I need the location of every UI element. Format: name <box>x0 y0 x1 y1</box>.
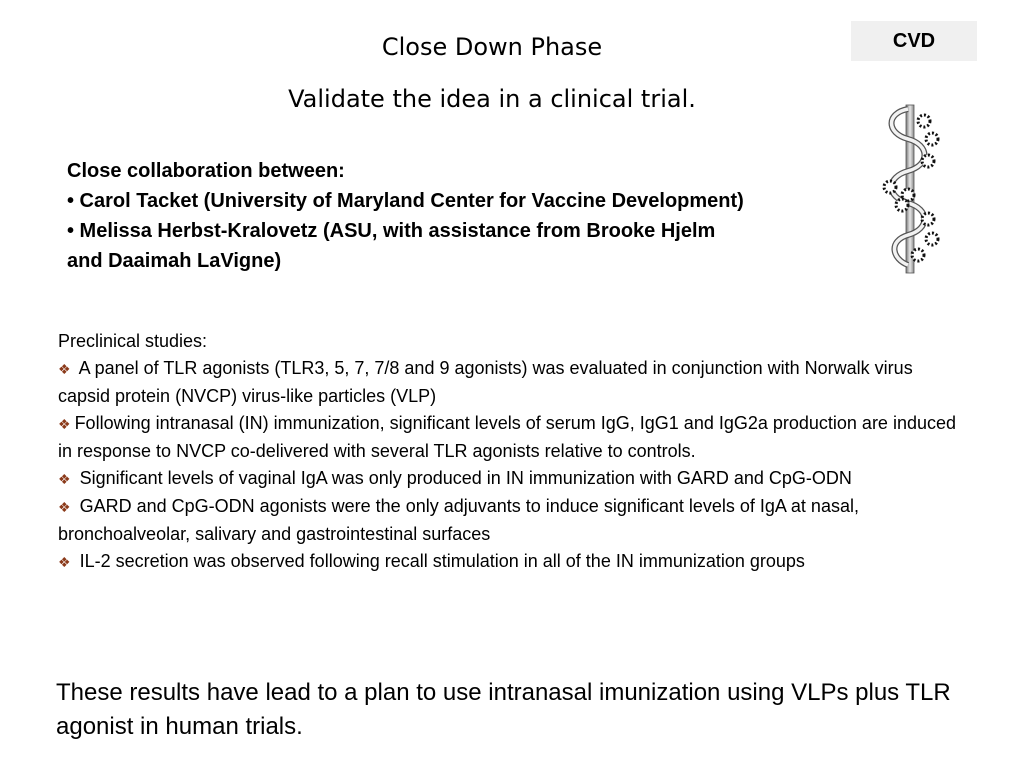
diamond-bullet-icon: ❖ <box>58 361 71 377</box>
diamond-bullet-icon: ❖ <box>58 416 71 432</box>
preclinical-item: ❖ Following intranasal (IN) immunization, significant levels of serum IgG, IgG1 and IgG2a production are induced in response to NVCP co-delivered with several TLR agonists relative to controls. <box>58 413 956 461</box>
slide-title: Close Down Phase <box>381 33 603 61</box>
collaboration-section <box>67 156 747 276</box>
collaborator-item: • Melissa Herbst-Kralovetz (ASU, with assistance from Brooke Hjelm and Daaimah LaVigne) <box>67 220 716 272</box>
preclinical-item: ❖ Significant levels of vaginal IgA was only produced in IN immunization with GARD and CpG-ODN <box>58 468 852 488</box>
preclinical-heading: Preclinical studies: <box>58 331 208 351</box>
preclinical-item: ❖ GARD and CpG-ODN agonists were the only adjuvants to induce significant levels of IgA at nasal, bronchoalveolar, salivary and gastrointestinal surfaces <box>58 496 859 544</box>
preclinical-item: ❖ A panel of TLR agonists (TLR3, 5, 7, 7/8 and 9 agonists) was evaluated in conjunction with Norwalk virus capsid protein (NVCP) virus-like particles (VLP) <box>58 358 913 406</box>
conclusion-text: These results have lead to a plan to use intranasal imunization using VLPs plus TLR agonist in human trials. <box>56 679 951 740</box>
slide-subtitle: Validate the idea in a clinical trial. <box>288 85 696 113</box>
cvd-badge: CVD <box>851 21 977 61</box>
preclinical-item: ❖ IL-2 secretion was observed following recall stimulation in all of the IN immunization groups <box>58 551 805 571</box>
diamond-bullet-icon: ❖ <box>58 499 71 515</box>
caduceus-gears-icon <box>878 103 946 275</box>
diamond-bullet-icon: ❖ <box>58 554 71 570</box>
preclinical-section <box>58 328 968 576</box>
collaborator-item: • Carol Tacket (University of Maryland Center for Vaccine Development) <box>67 190 744 212</box>
collaboration-heading: Close collaboration between: <box>67 160 345 182</box>
diamond-bullet-icon: ❖ <box>58 471 71 487</box>
